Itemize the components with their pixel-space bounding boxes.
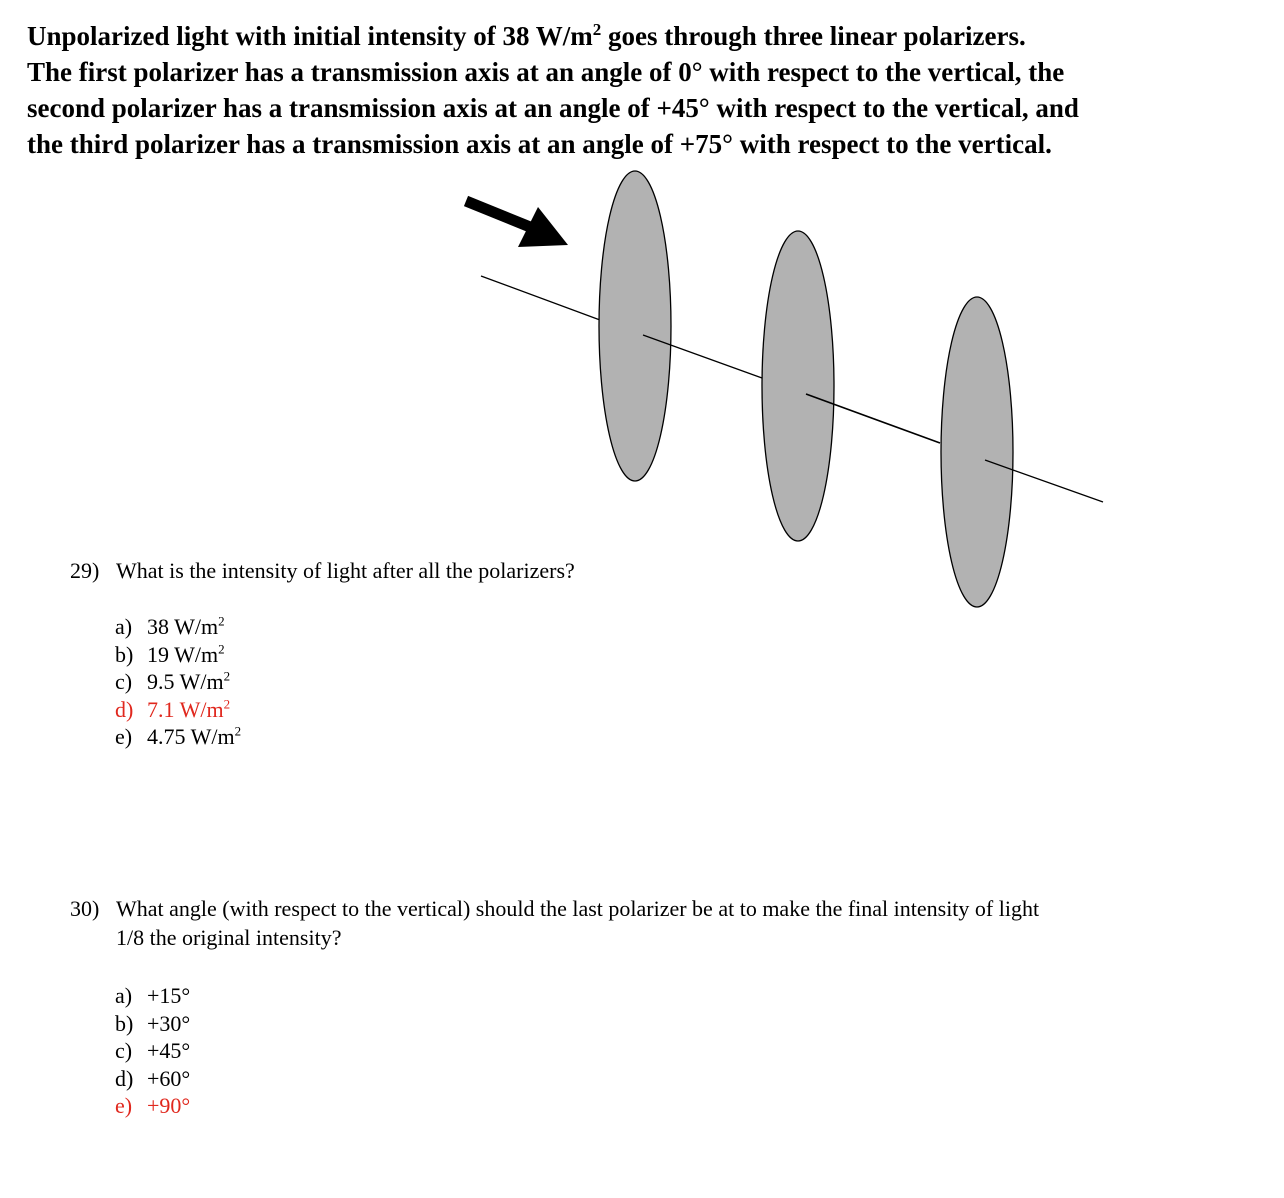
light-path-segment-2 [643,335,762,378]
question-30 [70,894,1039,952]
light-path-segment-3 [806,394,940,443]
choice-b: b) +30° [115,1010,191,1036]
incoming-light-arrow-icon [466,201,568,247]
problem-line-4: the third polarizer has a transmission axis at an angle of +75° with respect to the vertical. [27,129,1052,159]
choice-a: a) 38 $W/m^2$ [115,613,225,639]
choice-e-correct: e) +90° [115,1093,191,1118]
light-path-segment-1 [481,276,600,320]
question-text: What is the intensity of light after all the polarizers? [116,558,575,583]
choice-b: b) 19 $W/m^2$ [115,641,225,667]
question-29 [70,556,575,585]
problem-line-3: second polarizer has a transmission axis at an angle of +45° with respect to the vertical, and [27,93,1079,123]
question-text-line-2: 1/8 the original intensity? [116,925,342,950]
problem-line-2: The first polarizer has a transmission axis at an angle of 0° with respect to the vertical, the [27,57,1065,87]
choice-d: d) +60° [115,1065,191,1091]
polarizer-1 [599,171,671,481]
choice-e: e) 4.75 $W/m^2$ [115,723,242,749]
polarizer-2 [762,231,834,541]
question-29-choices [115,613,241,751]
question-number: 30) [70,896,100,921]
problem-statement [27,18,1257,162]
light-path-segment-4 [985,460,1103,502]
question-30-choices [115,982,190,1120]
polarizer-3 [941,297,1013,607]
choice-c: c) +45° [115,1038,191,1063]
question-text-line-1: What angle (with respect to the vertical) should the last polarizer be at to make the final intensity of light [116,896,1040,921]
choice-d-correct: d) 7.1 $W/m^2$ [115,696,231,722]
question-number: 29) [70,558,100,583]
problem-line-1: Unpolarized light with initial intensity of 38 $W/m^2$ goes through three linear polarizers. [27,20,1026,51]
choice-c: c) 9.5 $W/m^2$ [115,668,231,694]
choice-a: a) +15° [115,983,191,1008]
